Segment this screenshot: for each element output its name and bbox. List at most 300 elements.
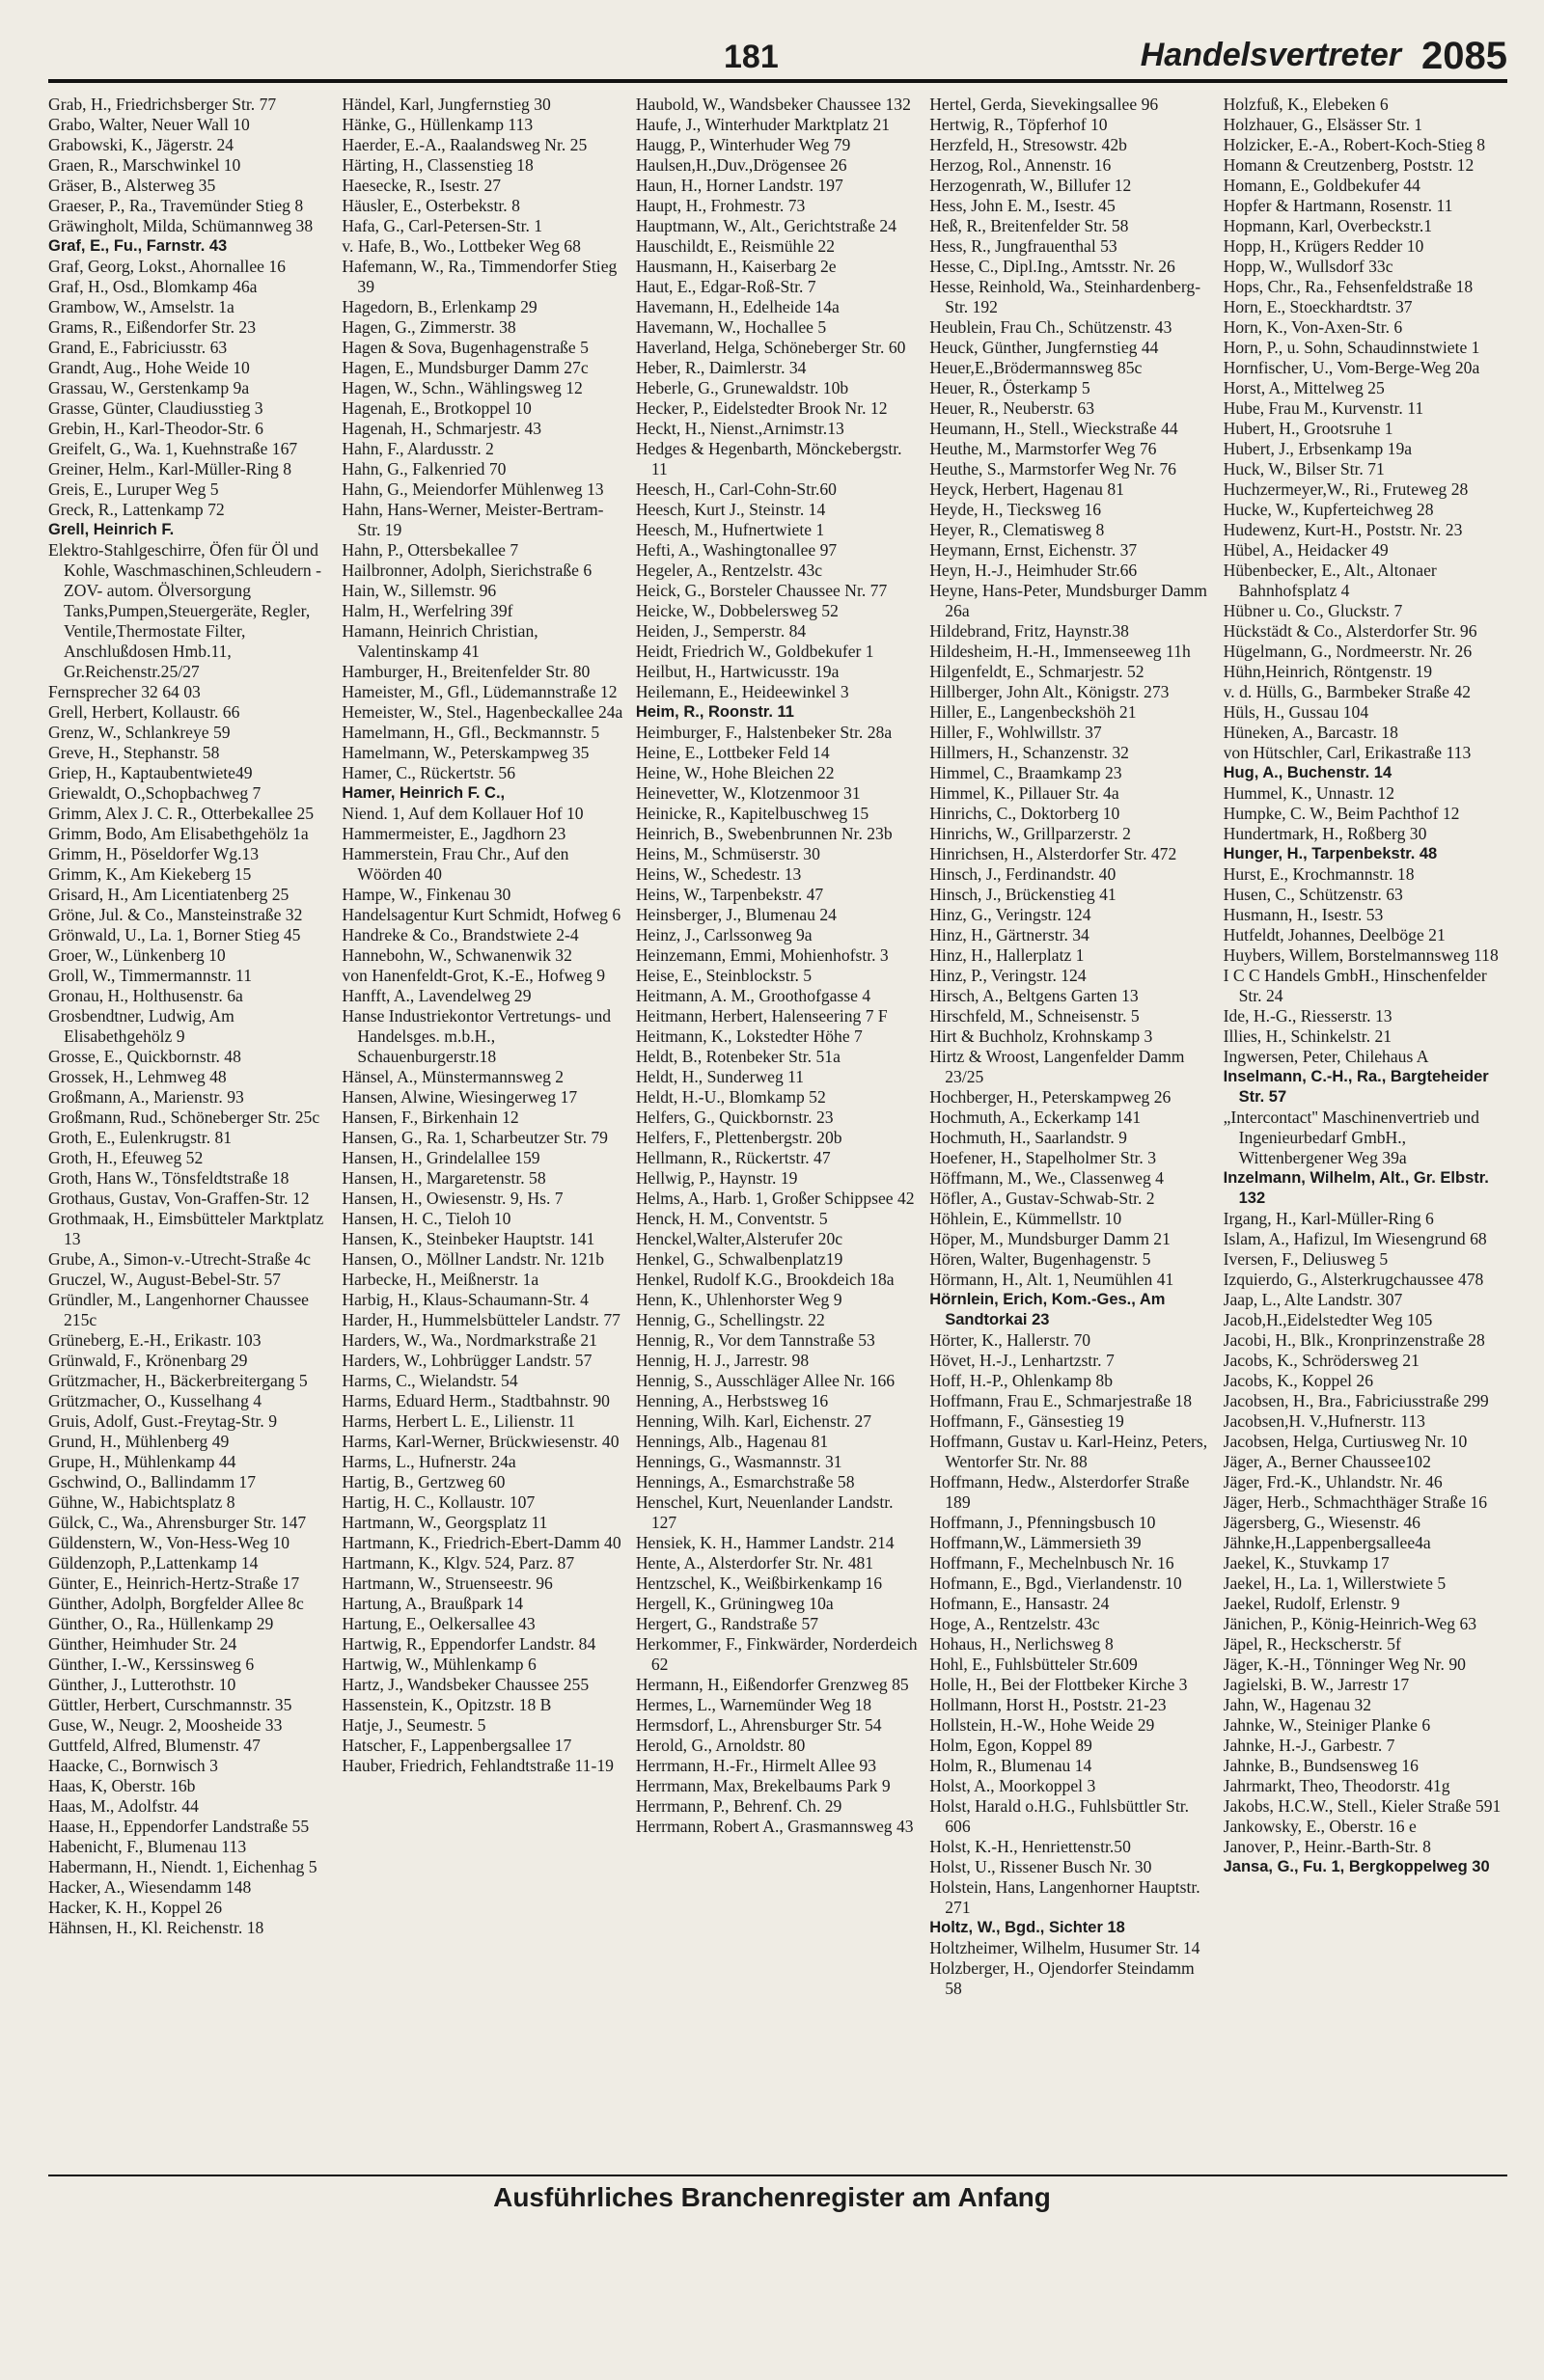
directory-entry: Hops, Chr., Ra., Fehsenfeldstraße 18 (1223, 277, 1474, 296)
column-4 (929, 95, 1213, 2159)
directory-entry: Heidt, Friedrich W., Goldbekufer 1 (635, 642, 874, 661)
directory-entry: Hövet, H.-J., Lenhartzstr. 7 (929, 1351, 1115, 1370)
directory-entry: Händel, Karl, Jungfernstieg 30 (342, 95, 551, 114)
directory-entry: Hansen, F., Birkenhain 12 (342, 1108, 519, 1127)
directory-entry: Hoffmann, Gustav u. Karl-Heinz, Peters, Wentorfer Str. Nr. 88 (929, 1432, 1208, 1471)
directory-entry: Graf, Georg, Lokst., Ahornallee 16 (48, 257, 286, 276)
directory-entry: Heuer, R., Neuberstr. 63 (929, 398, 1095, 418)
directory-entry: Hansen, H., Owiesenstr. 9, Hs. 7 (342, 1189, 564, 1208)
directory-entry: Grabowski, K., Jägerstr. 24 (48, 135, 234, 154)
directory-entry: Günther, Heimhuder Str. 24 (48, 1634, 237, 1654)
directory-entry: Heise, E., Steinblockstr. 5 (635, 966, 813, 985)
directory-entry: Gronau, H., Holthusenstr. 6a (48, 986, 243, 1005)
directory-entry: Havemann, H., Edelheide 14a (635, 297, 840, 316)
directory-entry: Hänke, G., Hüllenkamp 113 (342, 115, 534, 134)
directory-entry: Hente, A., Alsterdorfer Str. Nr. 481 (635, 1553, 874, 1573)
directory-entry: Hofmann, E., Bgd., Vierlandenstr. 10 (929, 1573, 1182, 1593)
directory-entry: Hübenbecker, E., Alt., Altonaer Bahnhofsplatz 4 (1223, 561, 1437, 600)
directory-entry: Hergell, K., Grüningweg 10a (635, 1594, 834, 1613)
directory-entry: Herrmann, Max, Brekelbaums Park 9 (635, 1776, 891, 1795)
directory-entry: Hansen, H. C., Tieloh 10 (342, 1209, 511, 1228)
directory-entry: Hoffmann, Frau E., Schmarjestraße 18 (929, 1391, 1193, 1410)
directory-entry: Hinrichsen, H., Alsterdorfer Str. 472 (929, 844, 1177, 863)
directory-entry: Heyn, H.-J., Heimhuder Str.66 (929, 561, 1138, 580)
directory-entry: Griep, H., Kaptaubentwiete49 (48, 763, 253, 782)
directory-entry: Gühne, W., Habichtsplatz 8 (48, 1492, 235, 1512)
directory-entry: Hamann, Heinrich Christian, Valentinskamp 41 (342, 621, 538, 661)
directory-entry: Hornfischer, U., Vom-Berge-Weg 20a (1223, 358, 1480, 377)
directory-entry: Hegeler, A., Rentzelstr. 43c (635, 561, 823, 580)
directory-entry: Hören, Walter, Bugenhagenstr. 5 (929, 1249, 1151, 1269)
directory-entry: Grützmacher, H., Bäckerbreitergang 5 (48, 1371, 308, 1390)
directory-entry: Jaekel, H., La. 1, Willerstwiete 5 (1223, 1573, 1447, 1593)
directory-entry: Grützmacher, O., Kusselhang 4 (48, 1391, 262, 1410)
directory-entry: Groth, E., Eulenkrugstr. 81 (48, 1128, 233, 1147)
directory-entry: Henkel, G., Schwalbenplatz19 (635, 1249, 843, 1269)
directory-entry: Hochmuth, A., Eckerkamp 141 (929, 1108, 1142, 1127)
directory-entry: Heins, M., Schmüserstr. 30 (635, 844, 820, 863)
directory-entry: Hesse, Reinhold, Wa., Steinhardenberg-Str. 192 (929, 277, 1201, 316)
directory-entry: Heumann, H., Stell., Wieckstraße 44 (929, 419, 1178, 438)
directory-entry: Heldt, H., Sunderweg 11 (635, 1067, 805, 1086)
directory-entry: Hauschildt, E., Reismühle 22 (635, 236, 836, 256)
directory-entry: Jaekel, K., Stuvkamp 17 (1223, 1553, 1390, 1573)
directory-entry: Hahn, P., Ottersbekallee 7 (342, 540, 519, 560)
directory-entry: Hartwig, R., Eppendorfer Landstr. 84 (342, 1634, 596, 1654)
directory-columns (48, 95, 1507, 2159)
directory-entry: Harbecke, H., Meißnerstr. 1a (342, 1270, 539, 1289)
directory-entry: Hudewenz, Kurt-H., Poststr. Nr. 23 (1223, 520, 1463, 539)
directory-entry: Heyde, H., Tiecksweg 16 (929, 500, 1102, 519)
column-2 (342, 95, 625, 2159)
directory-entry: Greck, R., Lattenkamp 72 (48, 500, 225, 519)
directory-entry: Hentzschel, K., Weißbirkenkamp 16 (635, 1573, 883, 1593)
directory-entry: Heimburger, F., Halstenbeker Str. 28a (635, 723, 893, 742)
directory-entry: Hefti, A., Washingtonallee 97 (635, 540, 838, 560)
directory-entry: Heuthe, M., Marmstorfer Weg 76 (929, 439, 1157, 458)
directory-entry: Hinz, G., Veringstr. 124 (929, 905, 1091, 924)
directory-entry: Grünwald, F., Krönenbarg 29 (48, 1351, 248, 1370)
directory-entry: Jähnke,H.,Lappenbergsallee4a (1223, 1533, 1431, 1552)
directory-entry: Güttler, Herbert, Curschmannstr. 35 (48, 1695, 292, 1714)
directory-entry: Hückstädt & Co., Alsterdorfer Str. 96 (1223, 621, 1477, 641)
directory-entry: Jänichen, P., König-Heinrich-Weg 63 (1223, 1614, 1477, 1633)
directory-entry: Günther, I.-W., Kerssinsweg 6 (48, 1655, 255, 1674)
directory-entry: Heber, R., Daimlerstr. 34 (635, 358, 807, 377)
directory-entry: Hermsdorf, L., Ahrensburger Str. 54 (635, 1715, 882, 1735)
directory-entry: Hubert, H., Grootsruhe 1 (1223, 419, 1393, 438)
directory-entry: Heilbut, H., Hartwicusstr. 19a (635, 662, 840, 681)
directory-entry: Harder, H., Hummelsbütteler Landstr. 77 (342, 1310, 620, 1329)
directory-entry: Gröne, Jul. & Co., Mansteinstraße 32 (48, 905, 303, 924)
directory-entry: Hammermeister, E., Jagdhorn 23 (342, 824, 566, 843)
directory-entry: Hagen, E., Mundsburger Damm 27c (342, 358, 589, 377)
directory-entry: Holst, K.-H., Henriettenstr.50 (929, 1837, 1131, 1856)
directory-entry: Hermes, L., Warnemünder Weg 18 (635, 1695, 872, 1714)
directory-entry: Horn, P., u. Sohn, Schaudinnstwiete 1 (1223, 338, 1480, 357)
directory-entry: Heyer, R., Clematisweg 8 (929, 520, 1105, 539)
directory-entry: Graeser, P., Ra., Travemünder Stieg 8 (48, 196, 304, 215)
directory-entry: Homann, E., Goldbekufer 44 (1223, 176, 1420, 195)
directory-entry: Hacker, K. H., Koppel 26 (48, 1898, 223, 1917)
directory-entry: Jagielski, B. W., Jarrestr 17 (1223, 1675, 1410, 1694)
directory-entry: Hohaus, H., Nerlichsweg 8 (929, 1634, 1114, 1654)
directory-entry: Ide, H.-G., Riesserstr. 13 (1223, 1006, 1392, 1026)
directory-entry: Hilgenfeldt, E., Schmarjestr. 52 (929, 662, 1144, 681)
directory-entry: Heick, G., Borsteler Chaussee Nr. 77 (635, 581, 888, 600)
directory-entry: Grossek, H., Lehmweg 48 (48, 1067, 227, 1086)
directory-entry: Husmann, H., Isestr. 53 (1223, 905, 1384, 924)
directory-entry: Hörter, K., Hallerstr. 70 (929, 1330, 1091, 1350)
directory-entry: Islam, A., Hafizul, Im Wiesengrund 68 (1223, 1229, 1487, 1248)
directory-entry: Grambow, W., Amselstr. 1a (48, 297, 234, 316)
directory-entry: Hennig, H. J., Jarrestr. 98 (635, 1351, 810, 1370)
directory-entry: Hellwig, P., Haynstr. 19 (635, 1168, 798, 1188)
directory-entry: Hagen, G., Zimmerstr. 38 (342, 317, 516, 337)
directory-entry: Hafa, G., Carl-Petersen-Str. 1 (342, 216, 543, 235)
directory-entry: Herzog, Rol., Annenstr. 16 (929, 155, 1112, 175)
directory-entry: Hahn, G., Falkenried 70 (342, 459, 507, 479)
directory-entry: Jahnke, B., Bundsensweg 16 (1223, 1756, 1419, 1775)
directory-entry: Hameister, M., Gfl., Lüdemannstraße 12 (342, 682, 618, 701)
directory-entry: Hübner u. Co., Gluckstr. 7 (1223, 601, 1403, 620)
directory-entry: Jankowsky, E., Oberstr. 16 e (1223, 1817, 1417, 1836)
directory-entry: Heilemann, E., Heideewinkel 3 (635, 682, 849, 701)
directory-entry: Heuck, Günther, Jungfernstieg 44 (929, 338, 1159, 357)
directory-entry: Hoffmann, F., Mechelnbusch Nr. 16 (929, 1553, 1174, 1573)
directory-entry: Hauptmann, W., Alt., Gerichtstraße 24 (635, 216, 897, 235)
directory-entry: Jacobsen, Helga, Curtiusweg Nr. 10 (1223, 1432, 1468, 1451)
directory-entry: Haverland, Helga, Schöneberger Str. 60 (635, 338, 906, 357)
directory-entry: Horst, A., Mittelweg 25 (1223, 378, 1385, 397)
directory-entry: Hoff, H.-P., Ohlenkamp 8b (929, 1371, 1113, 1390)
directory-entry: Häusler, E., Osterbekstr. 8 (342, 196, 520, 215)
directory-entry: Handelsagentur Kurt Schmidt, Hofweg 6 (342, 905, 621, 924)
running-number: 2085 (1421, 35, 1507, 77)
directory-entry: Hess, John E. M., Isestr. 45 (929, 196, 1116, 215)
directory-entry: Hemeister, W., Stel., Hagenbeckallee 24a (342, 702, 623, 722)
directory-entry: Hoge, A., Rentzelstr. 43c (929, 1614, 1100, 1633)
directory-entry: Harms, Eduard Herm., Stadtbahnstr. 90 (342, 1391, 610, 1410)
directory-entry: Günter, E., Heinrich-Hertz-Straße 17 (48, 1573, 300, 1593)
directory-entry: Heinz, J., Carlssonweg 9a (635, 925, 813, 944)
directory-entry: Heyck, Herbert, Hagenau 81 (929, 479, 1124, 499)
directory-entry: Jacobi, H., Blk., Kronprinzenstraße 28 (1223, 1330, 1485, 1350)
directory-entry: Hofmann, E., Hansastr. 24 (929, 1594, 1110, 1613)
directory-entry: Großmann, Rud., Schöneberger Str. 25c (48, 1108, 320, 1127)
directory-entry: Grabo, Walter, Neuer Wall 10 (48, 115, 250, 134)
header-rule (48, 79, 1507, 83)
directory-entry: Hoffmann,W., Lämmersieth 39 (929, 1533, 1142, 1552)
directory-entry: Harders, W., Lohbrügger Landstr. 57 (342, 1351, 593, 1370)
directory-entry: Heiden, J., Semperstr. 84 (635, 621, 807, 641)
directory-entry: Harbig, H., Klaus-Schaumann-Str. 4 (342, 1290, 589, 1309)
directory-entry: Hirsch, A., Beltgens Garten 13 (929, 986, 1139, 1005)
directory-entry: Hertwig, R., Töpferhof 10 (929, 115, 1108, 134)
directory-entry: Hunger, H., Tarpenbekstr. 48 (1223, 845, 1438, 862)
directory-entry: Hundertmark, H., Roßberg 30 (1223, 824, 1427, 843)
directory-entry: Jacobs, K., Koppel 26 (1223, 1371, 1374, 1390)
directory-entry: Güldenzoph, P.,Lattenkamp 14 (48, 1553, 259, 1573)
directory-entry: Harms, C., Wielandstr. 54 (342, 1371, 518, 1390)
directory-entry: Holst, U., Rissener Busch Nr. 30 (929, 1857, 1152, 1876)
directory-entry: Iversen, F., Deliusweg 5 (1223, 1249, 1389, 1269)
directory-entry: Härting, H., Classenstieg 18 (342, 155, 534, 175)
directory-entry: Hartung, A., Braußpark 14 (342, 1594, 524, 1613)
directory-entry: Hohl, E., Fuhlsbütteler Str.609 (929, 1655, 1138, 1674)
directory-entry: Horn, K., Von-Axen-Str. 6 (1223, 317, 1403, 337)
directory-entry: Habermann, H., Niendt. 1, Eichenhag 5 (48, 1857, 317, 1876)
directory-entry: Jaap, L., Alte Landstr. 307 (1223, 1290, 1403, 1309)
directory-entry: Hanse Industriekontor Vertretungs- und Handelsges. m.b.H., Schauenburgerstr.18 (342, 1006, 612, 1066)
directory-entry: Hinsch, J., Brückenstieg 41 (929, 885, 1117, 904)
directory-entry: Hennig, R., Vor dem Tannstraße 53 (635, 1330, 875, 1350)
directory-entry: Ingwersen, Peter, Chilehaus A (1223, 1047, 1429, 1066)
directory-entry: Hübel, A., Heidacker 49 (1223, 540, 1389, 560)
directory-entry: Hammerstein, Frau Chr., Auf den Wöörden 40 (342, 844, 569, 884)
directory-entry: Grund, H., Mühlenberg 49 (48, 1432, 230, 1451)
directory-entry: Höhlein, E., Kümmellstr. 10 (929, 1209, 1122, 1228)
directory-entry: Harms, L., Hufnerstr. 24a (342, 1452, 516, 1471)
directory-entry: Hollmann, Horst H., Poststr. 21-23 (929, 1695, 1167, 1714)
directory-entry: Holst, A., Moorkoppel 3 (929, 1776, 1096, 1795)
directory-entry: Hagen & Sova, Bugenhagenstraße 5 (342, 338, 589, 357)
directory-entry: Hennig, S., Ausschläger Allee Nr. 166 (635, 1371, 896, 1390)
directory-entry: Greifelt, G., Wa. 1, Kuehnstraße 167 (48, 439, 298, 458)
section-title: Handelsvertreter (1140, 37, 1401, 73)
directory-entry: Groll, W., Timmermannstr. 11 (48, 966, 252, 985)
directory-entry: Grab, H., Friedrichsberger Str. 77 (48, 95, 277, 114)
directory-entry: Heberle, G., Grunewaldstr. 10b (635, 378, 849, 397)
directory-entry: Elektro-Stahlgeschirre, Öfen für Öl und Kohle, Waschmaschinen,Schleudern -ZOV- autom. Ölversorgung Tanks,Pumpen,Steuergeräte, Regler, Ventile,Thermostate Filter, Anschlußdosen Hmb.11, Gr.Reichenstr.25/27 (48, 540, 321, 681)
directory-entry: Guse, W., Neugr. 2, Moosheide 33 (48, 1715, 283, 1735)
directory-entry: Hüls, H., Gussau 104 (1223, 702, 1369, 722)
directory-entry: Heesch, M., Hufnertwiete 1 (635, 520, 825, 539)
directory-entry: Jahnke, H.-J., Garbestr. 7 (1223, 1736, 1395, 1755)
directory-entry: Henschel, Kurt, Neuenlander Landstr. 127 (635, 1492, 894, 1532)
directory-entry: Hartmann, W., Georgsplatz 11 (342, 1513, 548, 1532)
directory-entry: Heicke, W., Dobbelersweg 52 (635, 601, 839, 620)
directory-entry: Huybers, Willem, Borstelmannsweg 118 (1223, 945, 1499, 965)
directory-entry: Hess, R., Jungfrauenthal 53 (929, 236, 1117, 256)
directory-entry: Hug, A., Buchenstr. 14 (1223, 764, 1392, 781)
directory-entry: Heine, W., Hohe Bleichen 22 (635, 763, 835, 782)
directory-entry: Hamelmann, H., Gfl., Beckmannstr. 5 (342, 723, 600, 742)
directory-entry: Hörmann, H., Alt. 1, Neumühlen 41 (929, 1270, 1174, 1289)
directory-entry: Jäger, Frd.-K., Uhlandstr. Nr. 46 (1223, 1472, 1443, 1491)
directory-entry: Husen, C., Schützenstr. 63 (1223, 885, 1403, 904)
directory-entry: Illies, H., Schinkelstr. 21 (1223, 1026, 1392, 1046)
directory-entry: Holzicker, E.-A., Robert-Koch-Stieg 8 (1223, 135, 1486, 154)
page-header (48, 29, 1507, 81)
column-5 (1224, 95, 1507, 2159)
directory-entry: Hansen, K., Steinbeker Hauptstr. 141 (342, 1229, 595, 1248)
directory-entry: Hansen, H., Grindelallee 159 (342, 1148, 540, 1167)
directory-entry: Janover, P., Heinr.-Barth-Str. 8 (1223, 1837, 1431, 1856)
directory-entry: Jacobs, K., Schrödersweg 21 (1223, 1351, 1420, 1370)
directory-entry: Heyne, Hans-Peter, Mundsburger Damm 26a (929, 581, 1207, 620)
directory-entry: Grams, R., Eißendorfer Str. 23 (48, 317, 256, 337)
directory-entry: Hamer, C., Rückertstr. 56 (342, 763, 516, 782)
directory-entry: Hahn, G., Meiendorfer Mühlenweg 13 (342, 479, 604, 499)
directory-entry: Hansen, H., Margaretenstr. 58 (342, 1168, 546, 1188)
directory-entry: Guttfeld, Alfred, Blumenstr. 47 (48, 1736, 261, 1755)
directory-entry: Holtzheimer, Wilhelm, Husumer Str. 14 (929, 1938, 1200, 1957)
directory-entry: Haesecke, R., Isestr. 27 (342, 176, 502, 195)
directory-entry: Grönwald, U., La. 1, Borner Stieg 45 (48, 925, 301, 944)
directory-entry: Hartig, H. C., Kollaustr. 107 (342, 1492, 536, 1512)
directory-entry: Hertel, Gerda, Sievekingsallee 96 (929, 95, 1159, 114)
directory-entry: Grebin, H., Karl-Theodor-Str. 6 (48, 419, 263, 438)
directory-entry: Hedges & Hegenbarth, Mönckebergstr. 11 (635, 439, 902, 479)
directory-entry: Haufe, J., Winterhuder Marktplatz 21 (635, 115, 891, 134)
directory-entry: Hartmann, K., Klgv. 524, Parz. 87 (342, 1553, 575, 1573)
directory-entry: Hartig, B., Gertzweg 60 (342, 1472, 506, 1491)
directory-entry: Himmel, K., Pillauer Str. 4a (929, 783, 1119, 803)
directory-entry: Hatje, J., Seumestr. 5 (342, 1715, 486, 1735)
directory-entry: Großmann, A., Marienstr. 93 (48, 1087, 244, 1107)
directory-entry: Hoffmann, Hedw., Alsterdorfer Straße 189 (929, 1472, 1190, 1512)
directory-entry: Grimm, H., Pöseldorfer Wg.13 (48, 844, 260, 863)
directory-entry: Hacker, A., Wiesendamm 148 (48, 1877, 252, 1897)
directory-entry: Hahn, F., Alardusstr. 2 (342, 439, 494, 458)
directory-entry: Haupt, H., Frohmestr. 73 (635, 196, 806, 215)
directory-entry: Gründler, M., Langenhorner Chaussee 215c (48, 1290, 309, 1329)
directory-entry: Hube, Frau M., Kurvenstr. 11 (1223, 398, 1424, 418)
directory-entry: Herrmann, H.-Fr., Hirmelt Allee 93 (635, 1756, 877, 1775)
directory-entry: Griewaldt, O.,Schopbachweg 7 (48, 783, 262, 803)
directory-entry: Hausmann, H., Kaiserbarg 2e (635, 257, 837, 276)
directory-entry: Habenicht, F., Blumenau 113 (48, 1837, 247, 1856)
directory-entry: Hutfeldt, Johannes, Deelböge 21 (1223, 925, 1446, 944)
directory-entry: Höper, M., Mundsburger Damm 21 (929, 1229, 1171, 1248)
directory-entry: Holm, R., Blumenau 14 (929, 1756, 1092, 1775)
directory-entry: Gruczel, W., August-Bebel-Str. 57 (48, 1270, 281, 1289)
directory-entry: Groth, Hans W., Tönsfeldtstraße 18 (48, 1168, 290, 1188)
directory-entry: Hühn,Heinrich, Röntgenstr. 19 (1223, 662, 1433, 681)
directory-entry: Hagenah, H., Schmarjestr. 43 (342, 419, 542, 438)
directory-entry: Jäpel, R., Heckscherstr. 5f (1223, 1634, 1401, 1654)
directory-entry: Hannebohn, W., Schwanenwik 32 (342, 945, 572, 965)
directory-entry: Jacobsen, H., Bra., Fabriciusstraße 299 (1223, 1391, 1489, 1410)
directory-entry: Handreke & Co., Brandstwiete 2-4 (342, 925, 579, 944)
directory-entry: Hillberger, John Alt., Königstr. 273 (929, 682, 1170, 701)
directory-entry: Haacke, C., Bornwisch 3 (48, 1756, 218, 1775)
directory-entry: Hartwig, W., Mühlenkamp 6 (342, 1655, 537, 1674)
directory-entry: Herkommer, F., Finkwärder, Norderdeich 62 (635, 1634, 918, 1674)
directory-entry: Fernsprecher 32 64 03 (48, 682, 201, 701)
directory-entry: Graf, H., Osd., Blomkamp 46a (48, 277, 258, 296)
directory-entry: Heitmann, A. M., Groothofgasse 4 (635, 986, 871, 1005)
directory-entry: Heinevetter, W., Klotzenmoor 31 (635, 783, 861, 803)
directory-entry: Hermann, H., Eißendorfer Grenzweg 85 (635, 1675, 909, 1694)
directory-entry: Hinz, P., Veringstr. 124 (929, 966, 1087, 985)
directory-entry: Greiner, Helm., Karl-Müller-Ring 8 (48, 459, 292, 479)
page-footer: Ausführliches Branchenregister am Anfang (493, 2182, 1051, 2212)
directory-entry: Heuer,E.,Brödermannsweg 85c (929, 358, 1143, 377)
directory-entry: Haase, H., Eppendorfer Landstraße 55 (48, 1817, 310, 1836)
directory-entry: Hirt & Buchholz, Krohnskamp 3 (929, 1026, 1153, 1046)
directory-entry: Hinz, H., Hallerplatz 1 (929, 945, 1085, 965)
directory-entry: Hochberger, H., Peterskampweg 26 (929, 1087, 1172, 1107)
directory-entry: Hassenstein, K., Opitzstr. 18 B (342, 1695, 552, 1714)
directory-entry: Graf, E., Fu., Farnstr. 43 (48, 237, 228, 255)
directory-entry: Hailbronner, Adolph, Sierichstraße 6 (342, 561, 593, 580)
directory-entry: Hansen, G., Ra. 1, Scharbeutzer Str. 79 (342, 1128, 608, 1147)
directory-entry: Hagenah, E., Brotkoppel 10 (342, 398, 532, 418)
directory-entry: Holzhauer, G., Elsässer Str. 1 (1223, 115, 1423, 134)
directory-entry: Herold, G., Arnoldstr. 80 (635, 1736, 806, 1755)
footer-rule (48, 2175, 1507, 2176)
directory-entry: Hesse, C., Dipl.Ing., Amtsstr. Nr. 26 (929, 257, 1175, 276)
directory-entry: Homann & Creutzenberg, Poststr. 12 (1223, 155, 1475, 175)
directory-entry: Hopp, H., Krügers Redder 10 (1223, 236, 1424, 256)
directory-entry: Grandt, Aug., Hohe Weide 10 (48, 358, 250, 377)
directory-entry: Niend. 1, Auf dem Kollauer Hof 10 (342, 804, 584, 823)
directory-entry: Helfers, G., Quickbornstr. 23 (635, 1108, 834, 1127)
directory-entry: Heinsberger, J., Blumenau 24 (635, 905, 837, 924)
directory-entry: Haut, E., Edgar-Roß-Str. 7 (635, 277, 816, 296)
directory-entry: Hoffmann, J., Pfenningsbusch 10 (929, 1513, 1156, 1532)
directory-entry: Heim, R., Roonstr. 11 (635, 703, 794, 721)
directory-entry: Himmel, C., Braamkamp 23 (929, 763, 1122, 782)
directory-entry: Groth, H., Efeuweg 52 (48, 1148, 204, 1167)
directory-entry: Jaekel, Rudolf, Erlenstr. 9 (1223, 1594, 1400, 1613)
directory-entry: Hügelmann, G., Nordmeerstr. Nr. 26 (1223, 642, 1473, 661)
page-number: 181 (724, 39, 779, 75)
directory-entry: Hiller, E., Langenbeckshöh 21 (929, 702, 1137, 722)
directory-entry: Jägersberg, G., Wiesenstr. 46 (1223, 1513, 1420, 1532)
directory-entry: Grisard, H., Am Licentiatenberg 25 (48, 885, 290, 904)
directory-entry: Hennings, A., Esmarchstraße 58 (635, 1472, 855, 1491)
directory-entry: Holzfuß, K., Elebeken 6 (1223, 95, 1389, 114)
directory-entry: Harms, Karl-Werner, Brückwiesenstr. 40 (342, 1432, 620, 1451)
directory-entry: Hildebrand, Fritz, Haynstr.38 (929, 621, 1129, 641)
directory-entry: Herzfeld, H., Stresowstr. 42b (929, 135, 1127, 154)
directory-entry: Huchzermeyer,W., Ri., Fruteweg 28 (1223, 479, 1469, 499)
directory-entry: Heinicke, R., Kapitelbuschweg 15 (635, 804, 869, 823)
directory-entry: Hollstein, H.-W., Hohe Weide 29 (929, 1715, 1155, 1735)
directory-entry: Grell, Herbert, Kollaustr. 66 (48, 702, 240, 722)
directory-entry: Hatscher, F., Lappenbergsallee 17 (342, 1736, 572, 1755)
directory-entry: Jäger, A., Berner Chaussee102 (1223, 1452, 1431, 1471)
directory-entry: Hahn, Hans-Werner, Meister-Bertram-Str. 19 (342, 500, 604, 539)
directory-entry: Hänsel, A., Münstermannsweg 2 (342, 1067, 565, 1086)
directory-entry: Grosse, E., Quickbornstr. 48 (48, 1047, 241, 1066)
directory-entry: Henn, K., Uhlenhorster Weg 9 (635, 1290, 842, 1309)
directory-entry: Henckel,Walter,Alsterufer 20c (635, 1229, 843, 1248)
directory-entry: Hummel, K., Unnastr. 12 (1223, 783, 1395, 803)
directory-entry: Hellmann, R., Rückertstr. 47 (635, 1148, 831, 1167)
directory-entry: Heymann, Ernst, Eichenstr. 37 (929, 540, 1138, 560)
directory-entry: Heuer, R., Österkamp 5 (929, 378, 1090, 397)
directory-entry: Hinrichs, C., Doktorberg 10 (929, 804, 1120, 823)
directory-entry: Helfers, F., Plettenbergstr. 20b (635, 1128, 842, 1147)
directory-entry: Günther, Adolph, Borgfelder Allee 8c (48, 1594, 304, 1613)
directory-entry: Haerder, E.-A., Raalandsweg Nr. 25 (342, 135, 588, 154)
directory-entry: Heitmann, Herbert, Halenseering 7 F (635, 1006, 888, 1026)
directory-entry: Hanfft, A., Lavendelweg 29 (342, 986, 532, 1005)
directory-entry: Grell, Heinrich F. (48, 521, 175, 538)
directory-entry: Hoefener, H., Stapelholmer Str. 3 (929, 1148, 1157, 1167)
directory-entry: Hopmann, Karl, Overbeckstr.1 (1223, 216, 1433, 235)
directory-entry: Heins, W., Tarpenbekstr. 47 (635, 885, 824, 904)
directory-entry: Horn, E., Stoeckhardtstr. 37 (1223, 297, 1413, 316)
directory-entry: Hartung, E., Oelkersallee 43 (342, 1614, 536, 1633)
directory-entry: Hamer, Heinrich F. C., (342, 784, 506, 802)
directory-entry: Havemann, W., Hochallee 5 (635, 317, 827, 337)
directory-entry: Harms, Herbert L. E., Lilienstr. 11 (342, 1411, 576, 1431)
